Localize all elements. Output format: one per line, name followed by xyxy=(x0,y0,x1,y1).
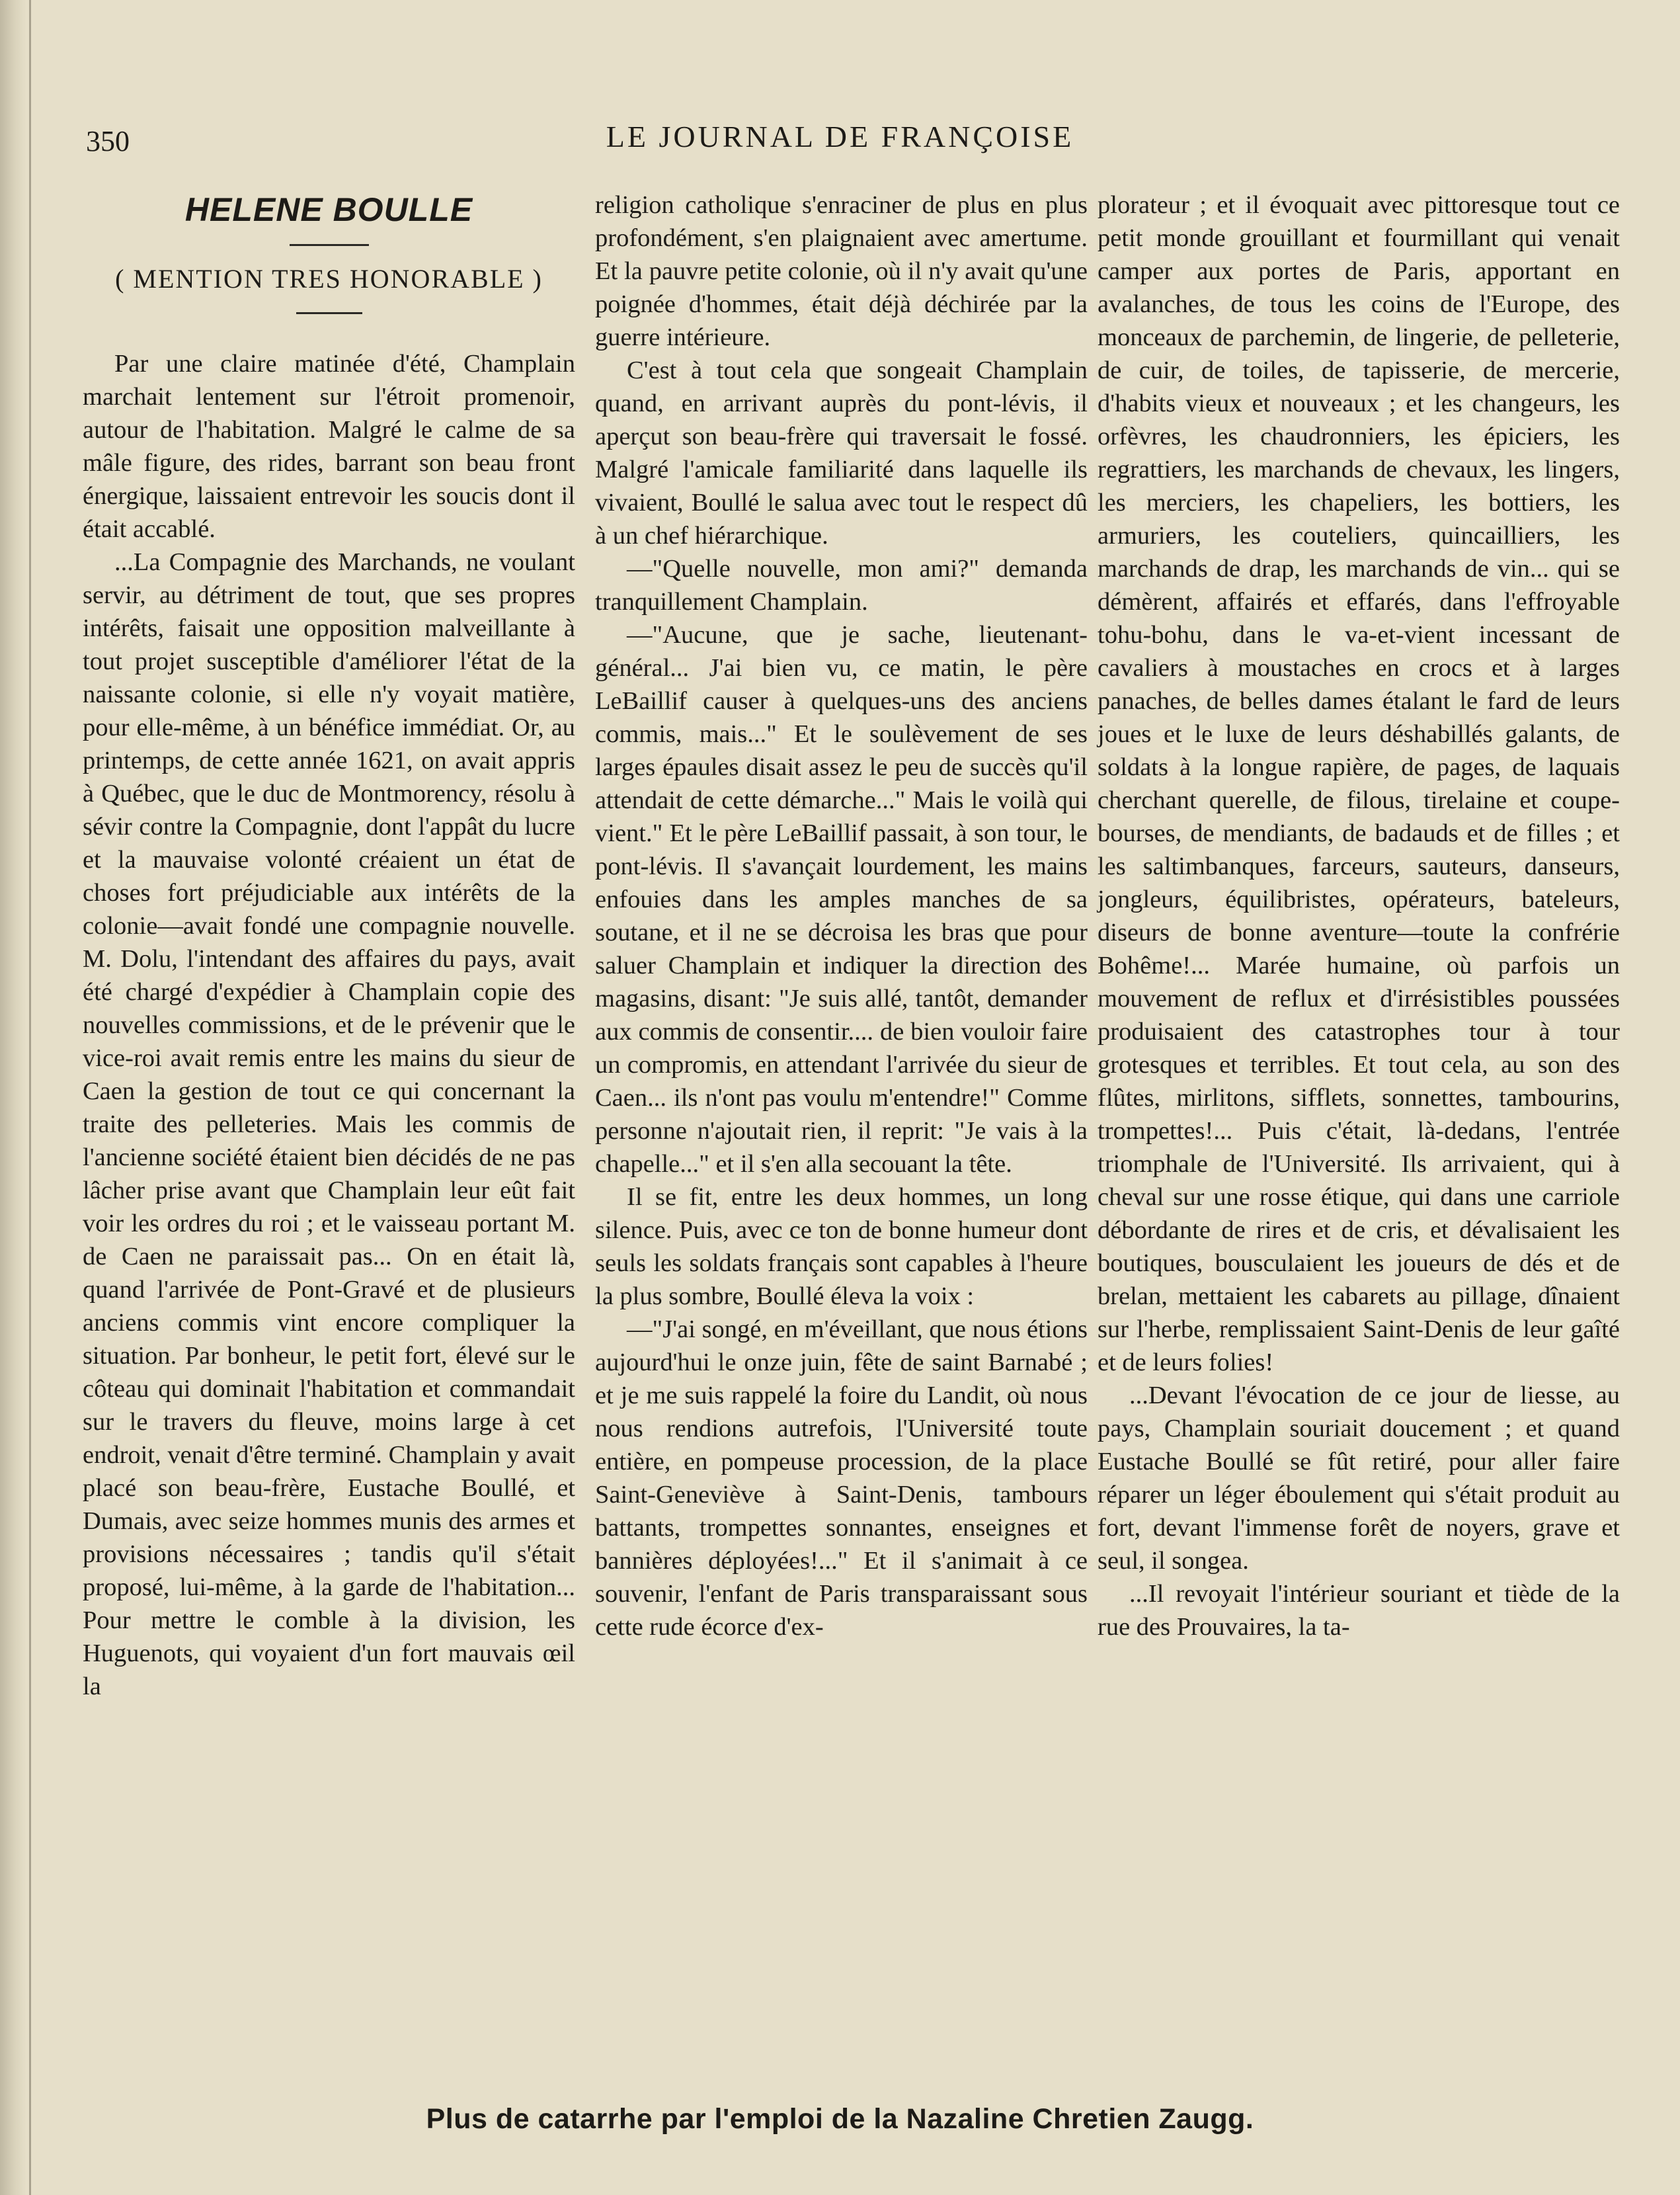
paragraph: ...La Compagnie des Marchands, ne voulant servir, au détriment de tout, que ses propres intérêts, faisait une opposition malveillante à tout projet susceptible d'améliorer l'état de la naissante colonie, si elle n'y voyait matière, pour elle-même, à un bénéfice immédiat. Or, au printemps, de cette année 1621, on avait appris à Québec, que le duc de Montmorency, résolu à sévir contre la Compagnie, dont l'appât du lucre et la mauvaise volonté créaient un état de choses fort préjudiciable aux intérêts de la colonie—avait fondé une compagnie nouvelle. M. Dolu, l'intendant des affaires du pays, avait été chargé d'expédier à Champlain copie des nouvelles commissions, et de le prévenir que le vice-roi avait remis entre les mains du sieur de Caen la gestion de tout ce qui concernant la traite des pelleteries. Mais les commis de l'ancienne société étaient bien décidés de ne pas lâcher prise avant que Champlain leur eût fait voir les ordres du roi ; et le vaisseau portant M. de Caen ne paraissait pas... On en était là, quand l'arrivée de Pont-Gravé et de plusieurs anciens commis vint encore compliquer la situation. Par bonheur, le petit fort, élevé sur le côteau qui dominait l'habitation et commandait sur le travers du fleuve, moins large à cet endroit, venait d'être terminé. Champlain y avait placé son beau-frère, Eustache Boullé, et Dumais, avec seize hommes munis des armes et provisions nécessaires ; tandis qu'il s'était proposé, lui-même, à la garde de l'habitation... Pour mettre le comble à la division, les Huguenots, qui voyaient d'un fort mauvais œil la xyxy=(83,548,575,1700)
paragraph: C'est à tout cela que songeait Champlain quand, en arrivant auprès du pont-lévis, il aperçut son beau-frère qui traversait le fossé. Malgré l'amicale familiarité dans laquelle ils vivaient, Boullé le salua avec tout le respect dû à un chef hiérarchique. xyxy=(595,356,1088,550)
paragraph: —"Quelle nouvelle, mon ami?" demanda tranquillement Champlain. xyxy=(595,555,1088,616)
column-1 xyxy=(83,188,575,1703)
footer-advertisement: Plus de catarrhe par l'emploi de la Nazaline Chretien Zaugg. xyxy=(426,2103,1254,2135)
paragraph: ...Il revoyait l'intérieur souriant et tiède de la rue des Prouvaires, la ta- xyxy=(1098,1580,1620,1641)
mention-divider xyxy=(296,312,362,314)
paragraph: plorateur ; et il évoquait avec pittoresque tout ce petit monde grouillant et fourmillant qui venait camper aux portes de Paris, apportant en avalanches, de tous les coins de l'Europe, des monceaux de parchemin, de lingerie, de pelleterie, de cuir, de toiles, de tapisserie, de mercerie, d'habits vieux et nouveaux ; et les changeurs, les orfèvres, les chaudronniers, les épiciers, les regrattiers, les marchands de chevaux, les lingers, les merciers, les chapeliers, les bottiers, les armuriers, les couteliers, quincailliers, les marchands de drap, les marchands de vin... qui se démèrent, affairés et effarés, dans l'effroyable tohu-bohu, dans le va-et-vient incessant de cavaliers à moustaches en crocs et à larges panaches, de belles dames étalant le fard de leurs joues et le luxe de leurs déshabillés galants, de soldats à la longue rapière, de pages, de laquais cherchant querelle, de filous, tirelaine et coupe-bourses, de mendiants, de badauds et de filles ; et les saltimbanques, farceurs, sauteurs, danseurs, jongleurs, équilibristes, opérateurs, bateleurs, diseurs de bonne aventure—toute la confrérie Bohême!... Marée humaine, où parfois un mouvement de reflux et d'irrésistibles poussées produisaient des catastrophes tour à tour grotesques et terribles. Et tout cela, au son des flûtes, mirlitons, sifflets, sonnettes, tambourins, trompettes!... Puis c'était, là-dedans, l'entrée triomphale de l'Université. Ils arrivaient, qui à cheval sur une rosse étique, qui dans une carriole débordante de rires et de cris, et dévalisaient les boutiques, bousculaient les joueurs de dés et de brelan, mettaient les cabarets au pillage, dînaient sur l'herbe, remplissaient Saint-Denis de leur gaîté et de leurs folies! xyxy=(1098,191,1620,1376)
column-2 xyxy=(595,188,1088,1643)
paragraph: Il se fit, entre les deux hommes, un long silence. Puis, avec ce ton de bonne humeur dont seuls les soldats français sont capables à l'heure la plus sombre, Boullé éleva la voix : xyxy=(595,1183,1088,1310)
paragraph: ...Devant l'évocation de ce jour de liesse, au pays, Champlain souriait doucement ; et quand Eustache Boullé se fût retiré, pour aller faire réparer un léger éboulement qui s'était produit au fort, devant l'immense forêt de noyers, grave et seul, il songea. xyxy=(1098,1382,1620,1575)
page-edge-line xyxy=(29,0,31,2195)
page-header xyxy=(60,119,1620,165)
paragraph: Par une claire matinée d'été, Champlain marchait lentement sur l'étroit promenoir, autour de l'habitation. Malgré le calme de sa mâle figure, des rides, barrant son beau front énergique, laissaient entrevoir les soucis dont il était accablé. xyxy=(83,350,575,543)
title-divider xyxy=(290,244,369,246)
page-number: 350 xyxy=(86,125,130,157)
mention-label: ( MENTION TRES HONORABLE ) xyxy=(115,264,543,294)
page-spine-shadow xyxy=(0,0,26,2195)
article-title: HELENE BOULLE xyxy=(184,191,473,228)
column-3 xyxy=(1098,188,1620,1643)
running-title: LE JOURNAL DE FRANÇOISE xyxy=(606,120,1074,153)
paragraph: religion catholique s'enraciner de plus en plus profondément, s'en plaignaient avec amertume. Et la pauvre petite colonie, où il n'y avait qu'une poignée d'hommes, était déjà déchirée par la guerre intérieure. xyxy=(595,191,1088,351)
paragraph: —"Aucune, que je sache, lieutenant-général... J'ai bien vu, ce matin, le père LeBaillif causer à quelques-uns des anciens commis, mais..." Et le soulèvement de ses larges épaules disait assez le peu de succès qu'il attendait de cette démarche..." Mais le voilà qui vient." Et le père LeBaillif passait, à son tour, le pont-lévis. Il s'avançait lourdement, les mains enfouies dans les amples manches de sa soutane, et il ne se décroisa les bras que pour saluer Champlain et indiquer la direction des magasins, disant: "Je suis allé, tantôt, demander aux commis de consentir.... de bien vouloir faire un compromis, en attendant l'arrivée du sieur de Caen... ils n'ont pas voulu m'entendre!" Comme personne n'ajoutait rien, il reprit: "Je vais à la chapelle..." et il s'en alla secouant la tête. xyxy=(595,621,1088,1178)
paragraph: —"J'ai songé, en m'éveillant, que nous étions aujourd'hui le onze juin, fête de saint Barnabé ; et je me suis rappelé la foire du Landit, où nous nous rendions autrefois, l'Université toute entière, en pompeuse procession, de la place Saint-Geneviève à Saint-Denis, tambours battants, trompettes sonnantes, enseignes et bannières déployées!..." Et il s'animait à ce souvenir, l'enfant de Paris transparaissant sous cette rude écorce d'ex- xyxy=(595,1315,1088,1641)
